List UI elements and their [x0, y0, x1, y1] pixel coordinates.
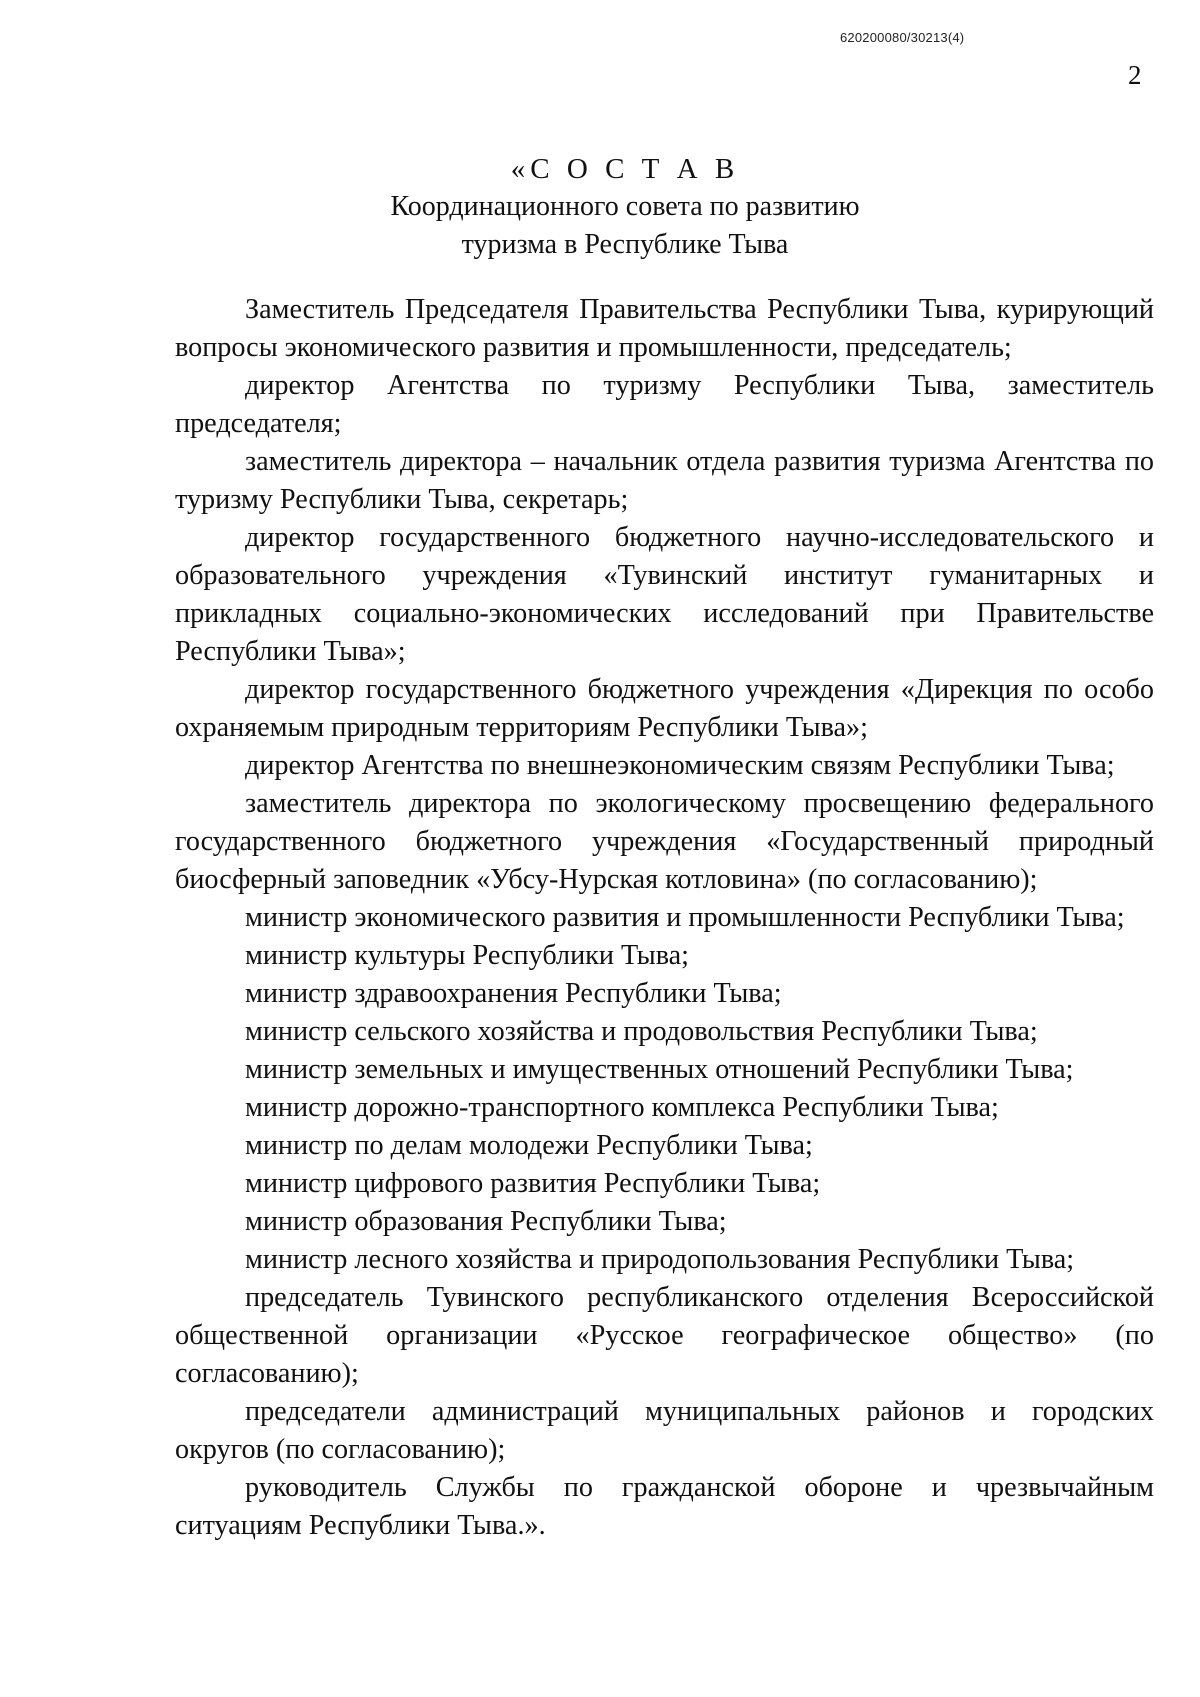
member-paragraph: министр культуры Республики Тыва; [245, 940, 690, 971]
member-paragraph: заместитель директора – начальник отдела развития туризма Агентства по туризму Республики Тыва, секретарь; [175, 446, 1154, 515]
title-line-3: туризма в Республике Тыва [461, 229, 789, 260]
document-title [0, 150, 1200, 264]
member-paragraph: директор государственного бюджетного учреждения «Дирекция по особо охраняемым природным территориям Республики Тыва»; [175, 674, 1154, 743]
members-list [175, 291, 1154, 1545]
member-paragraph: директор государственного бюджетного научно-исследовательского и образовательного учреждения «Тувинский институт гуманитарных и прикладных социально-экономических исследований при Правительстве Республики Тыва»; [175, 522, 1154, 667]
document-code: 620200080/30213(4) [840, 30, 965, 45]
member-paragraph: министр образования Республики Тыва; [245, 1206, 727, 1237]
member-paragraph: министр здравоохранения Республики Тыва; [245, 978, 782, 1009]
member-paragraph: министр сельского хозяйства и продовольствия Республики Тыва; [245, 1016, 1038, 1047]
member-paragraph: Заместитель Председателя Правительства Республики Тыва, курирующий вопросы экономического развития и промышленности, председатель; [175, 294, 1154, 363]
member-paragraph: министр дорожно-транспортного комплекса Республики Тыва; [245, 1092, 999, 1123]
member-paragraph: заместитель директора по экологическому просвещению федерального государственного бюджетного учреждения «Государственный природный биосферный заповедник «Убсу-Нурская котловина» (по согласованию); [175, 788, 1154, 895]
member-paragraph: министр лесного хозяйства и природопользования Республики Тыва; [245, 1244, 1075, 1275]
member-paragraph: директор Агентства по туризму Республики Тыва, заместитель председателя; [175, 370, 1154, 439]
member-paragraph: министр экономического развития и промышленности Республики Тыва; [245, 902, 1125, 933]
member-paragraph: председатель Тувинского республиканского отделения Всероссийской общественной организации «Русское географическое общество» (по согласованию); [175, 1282, 1154, 1389]
member-paragraph: председатели администраций муниципальных районов и городских округов (по согласованию); [175, 1396, 1154, 1465]
member-paragraph: министр земельных и имущественных отношений Республики Тыва; [245, 1054, 1074, 1085]
member-paragraph: директор Агентства по внешнеэкономическим связям Республики Тыва; [245, 750, 1115, 781]
page-number: 2 [1128, 60, 1142, 90]
member-paragraph: министр цифрового развития Республики Тыва; [245, 1168, 821, 1199]
title-line-2: Координационного совета по развитию [390, 191, 860, 222]
title-line-1: «С О С Т А В [510, 153, 740, 185]
member-paragraph: министр по делам молодежи Республики Тыва; [245, 1130, 813, 1161]
member-paragraph: руководитель Службы по гражданской обороне и чрезвычайным ситуациям Республики Тыва.». [175, 1472, 1154, 1541]
